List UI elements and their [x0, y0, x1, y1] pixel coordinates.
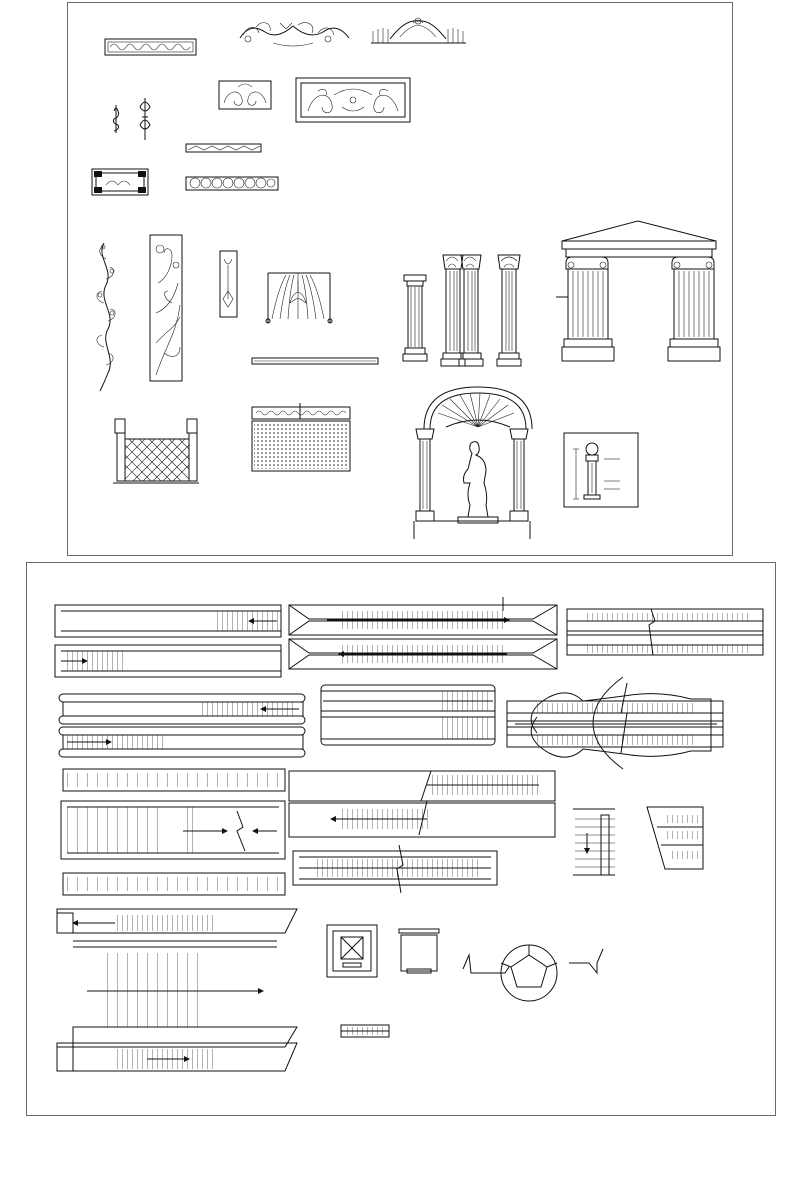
lattice-balustrade: [113, 419, 199, 483]
escalator-pair-h-broken: [289, 771, 555, 837]
rope-moulding-band: [186, 144, 261, 152]
corinthian-column-single: [497, 255, 521, 366]
scroll-panel-framed: [296, 78, 410, 122]
escalator-long-l: [57, 909, 297, 1071]
escalator-pair-a: [55, 605, 281, 677]
ornaments-columns-sheet: [67, 2, 733, 556]
circle-chain-band: [186, 177, 278, 190]
escalator-pair-c-broken: [567, 609, 763, 655]
perforated-balustrade: [252, 403, 350, 471]
escalator-section-k: [647, 807, 703, 869]
ionic-column-small: [403, 275, 427, 361]
escalator-section-j: [573, 809, 615, 875]
ornate-plaque: [92, 169, 148, 195]
vine-scroll-vertical: [97, 243, 115, 391]
small-escalator-symbol: [341, 1025, 389, 1037]
escalator-pair-b: [289, 597, 557, 669]
escalators-elevators-drawing: [27, 563, 775, 1115]
scroll-crest-ornament: [240, 23, 349, 46]
escalator-pair-f-rotunda: [507, 677, 723, 769]
elevator-cab-plan: [399, 929, 439, 973]
baluster-panel: [220, 251, 237, 317]
base-moulding-strip: [252, 358, 378, 364]
detail-callout-box: [564, 433, 638, 507]
ironwork-panel-1: [105, 39, 196, 55]
arched-statue-niche: [414, 387, 532, 539]
elevator-shaft-plan: [327, 925, 377, 977]
escalator-pair-e: [321, 685, 495, 745]
escalator-single-i: [293, 845, 497, 893]
scroll-panel-small: [219, 81, 271, 109]
escalators-elevators-sheet: [26, 562, 776, 1116]
fan-railing-panel: [266, 273, 332, 323]
corinthian-column-pair: [441, 255, 483, 366]
round-elevator-plan: [463, 945, 603, 1001]
baluster-pair: [114, 98, 151, 140]
pediment-portico: [556, 221, 720, 361]
ornaments-columns-drawing: [68, 3, 732, 555]
escalator-pair-d: [59, 694, 305, 757]
escalator-stack-g: [61, 769, 285, 895]
leaf-scroll-panel: [150, 235, 182, 381]
fence-crest-ornament: [371, 18, 466, 43]
